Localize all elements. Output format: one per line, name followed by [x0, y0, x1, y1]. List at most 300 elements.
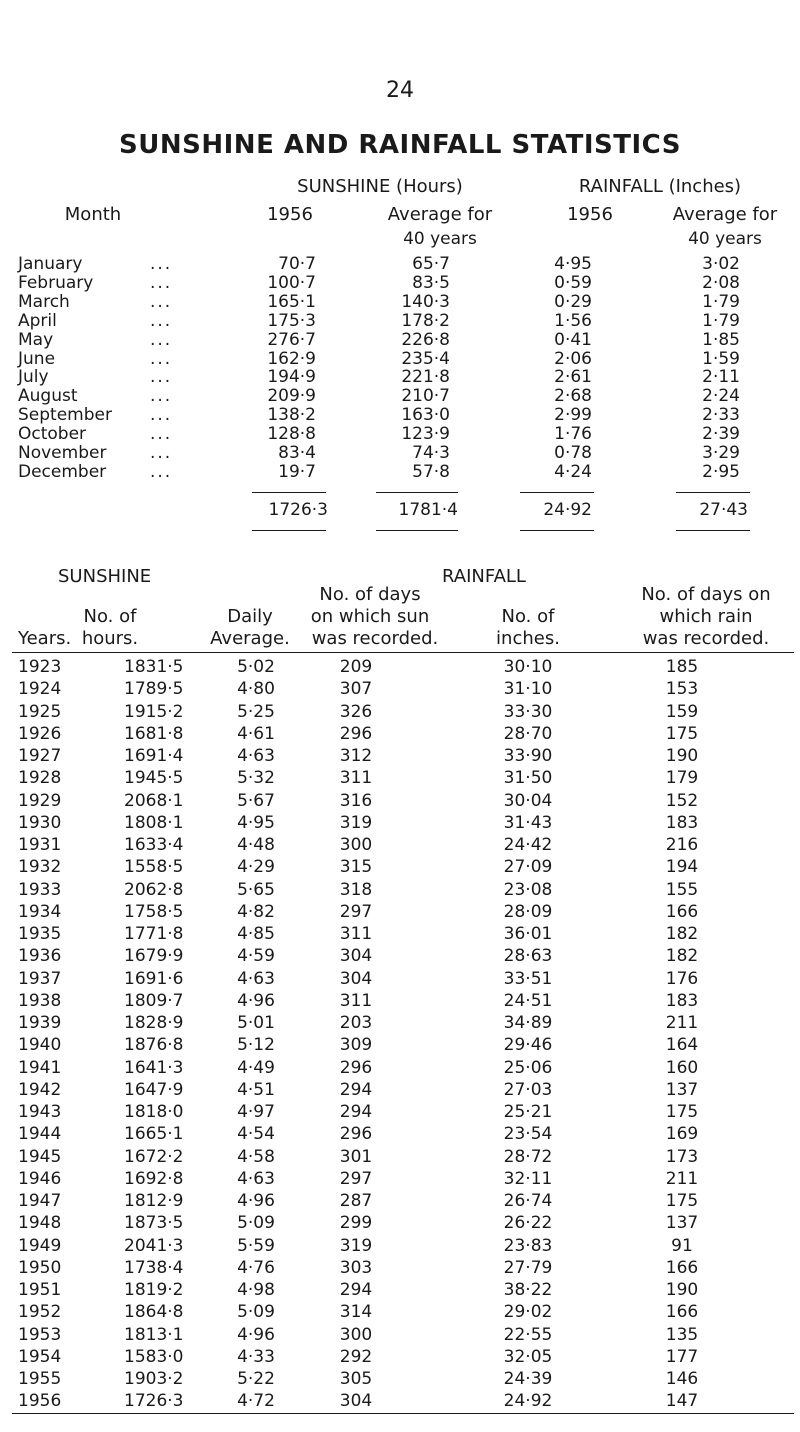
yearly-daily-cell: 4·49 [237, 1057, 275, 1078]
monthly-total-rain-1956: 24·92 [543, 500, 592, 520]
yearly-row [0, 835, 800, 855]
yearly-rain-days-cell: 194 [665, 857, 699, 878]
monthly-month-cell: August [18, 386, 78, 407]
monthly-rain-avg-cell: 1·85 [702, 329, 740, 350]
yearly-inches-cell: 23·83 [503, 1235, 553, 1256]
yearly-daily-cell: 4·59 [237, 946, 275, 967]
yearly-hours-cell: 1813·1 [124, 1324, 184, 1345]
monthly-sun-avg-cell: 140·3 [401, 291, 450, 312]
yearly-days-sun-header-line2: on which sun [310, 606, 430, 627]
yearly-rain-days-cell: 159 [665, 701, 699, 722]
yearly-daily-cell: 4·96 [237, 1324, 275, 1345]
yearly-row [0, 1147, 800, 1167]
yearly-sun-days-cell: 314 [339, 1302, 373, 1323]
yearly-daily-cell: 4·85 [237, 924, 275, 944]
yearly-year-cell: 1945 [18, 1146, 62, 1167]
yearly-sun-days-cell: 287 [339, 1191, 373, 1211]
yearly-row [0, 1347, 800, 1367]
yearly-hours-cell: 1831·5 [124, 657, 184, 677]
yearly-year-cell: 1941 [18, 1057, 62, 1078]
yearly-hours-cell: 1771·8 [124, 924, 184, 944]
monthly-month-cell: July [18, 367, 49, 388]
yearly-daily-header-line2: Average. [210, 628, 290, 649]
monthly-sun-avg-total-rule [376, 492, 458, 493]
yearly-row [0, 1169, 800, 1189]
monthly-row [0, 349, 800, 369]
yearly-sun-days-cell: 296 [339, 1124, 373, 1145]
monthly-leader-dots: ... [150, 291, 173, 312]
yearly-hours-cell: 2068·1 [124, 790, 184, 811]
yearly-inches-cell: 33·51 [503, 968, 553, 989]
yearly-rain-days-cell: 164 [665, 1035, 699, 1056]
monthly-leader-dots: ... [150, 329, 173, 350]
yearly-rain-days-cell: 135 [665, 1324, 699, 1345]
yearly-rain-days-cell: 183 [665, 990, 699, 1011]
yearly-daily-cell: 4·29 [237, 857, 275, 878]
yearly-hours-header-line2: hours. [81, 628, 139, 649]
yearly-hours-cell: 1738·4 [124, 1257, 184, 1278]
yearly-row [0, 1236, 800, 1256]
yearly-rain-days-cell: 176 [665, 968, 699, 989]
yearly-row [0, 1013, 800, 1033]
yearly-daily-cell: 4·96 [237, 990, 275, 1011]
yearly-sun-days-cell: 296 [339, 1057, 373, 1078]
yearly-rain-days-cell: 147 [665, 1391, 699, 1412]
monthly-rain-1956-cell: 0·41 [554, 329, 592, 350]
yearly-inches-cell: 26·74 [503, 1191, 553, 1211]
monthly-month-cell: June [18, 348, 56, 369]
yearly-daily-cell: 5·09 [237, 1213, 275, 1234]
yearly-hours-cell: 1558·5 [124, 857, 184, 878]
monthly-rain-1956-cell: 2·99 [554, 405, 592, 426]
monthly-row [0, 424, 800, 444]
yearly-bottom-rule [12, 1413, 794, 1414]
yearly-sun-days-cell: 292 [339, 1346, 373, 1367]
yearly-daily-cell: 5·22 [237, 1369, 275, 1389]
yearly-days-rain-header-line1: No. of days on [641, 584, 771, 605]
yearly-sunshine-group-header: SUNSHINE [58, 566, 152, 587]
yearly-year-cell: 1931 [18, 835, 62, 855]
yearly-row [0, 880, 800, 900]
yearly-rain-days-cell: 155 [665, 879, 699, 900]
monthly-sun-avg-cell: 65·7 [412, 254, 450, 274]
monthly-row [0, 254, 800, 274]
yearly-row [0, 791, 800, 811]
yearly-daily-cell: 5·59 [237, 1235, 275, 1256]
monthly-month-cell: May [18, 329, 54, 350]
yearly-year-cell: 1939 [18, 1013, 62, 1033]
yearly-hours-cell: 1809·7 [124, 990, 184, 1011]
yearly-rain-days-cell: 211 [665, 1168, 699, 1189]
yearly-sun-days-cell: 300 [339, 1324, 373, 1345]
yearly-rain-days-cell: 211 [665, 1013, 699, 1033]
yearly-year-cell: 1926 [18, 723, 62, 744]
monthly-sun-1956-cell: 165·1 [267, 291, 316, 312]
monthly-month-cell: April [18, 310, 57, 331]
yearly-hours-cell: 1808·1 [124, 812, 184, 833]
yearly-row [0, 1258, 800, 1278]
yearly-sun-days-cell: 294 [339, 1079, 373, 1100]
yearly-sun-days-cell: 294 [339, 1280, 373, 1300]
yearly-daily-cell: 4·63 [237, 746, 275, 766]
yearly-hours-cell: 1665·1 [124, 1124, 184, 1145]
yearly-hours-cell: 1583·0 [124, 1346, 184, 1367]
monthly-rain-1956-cell: 1·56 [554, 310, 592, 331]
yearly-sun-days-cell: 311 [339, 768, 373, 789]
monthly-row [0, 367, 800, 387]
yearly-row [0, 1058, 800, 1078]
yearly-year-cell: 1947 [18, 1191, 62, 1211]
yearly-sun-days-cell: 300 [339, 835, 373, 855]
yearly-rain-days-cell: 152 [665, 790, 699, 811]
yearly-hours-cell: 1691·6 [124, 968, 184, 989]
yearly-inches-cell: 28·09 [503, 901, 553, 922]
yearly-hours-cell: 1726·3 [124, 1391, 184, 1412]
yearly-sun-days-cell: 303 [339, 1257, 373, 1278]
yearly-year-cell: 1954 [18, 1346, 62, 1367]
yearly-rain-days-cell: 153 [665, 679, 699, 700]
yearly-daily-cell: 4·54 [237, 1124, 275, 1145]
monthly-rain-avg-cell: 1·79 [702, 291, 740, 312]
yearly-inches-cell: 30·10 [503, 657, 553, 677]
monthly-rain-1956-cell: 2·06 [554, 348, 592, 369]
monthly-sun-avg-header-line2: 40 years [403, 229, 477, 249]
yearly-year-cell: 1949 [18, 1235, 62, 1256]
monthly-sunshine-group-header: SUNSHINE (Hours) [297, 176, 463, 197]
yearly-row [0, 991, 800, 1011]
yearly-hours-cell: 1647·9 [124, 1079, 184, 1100]
yearly-row [0, 1369, 800, 1389]
monthly-sun-1956-cell: 175·3 [267, 310, 316, 331]
monthly-sun-avg-cell: 235·4 [401, 348, 450, 369]
yearly-inches-cell: 29·02 [503, 1302, 553, 1323]
yearly-days-rain-header-line3: was recorded. [642, 628, 770, 649]
monthly-sun-avg-cell: 74·3 [412, 443, 450, 463]
yearly-year-cell: 1955 [18, 1369, 62, 1389]
monthly-sun-avg-cell: 57·8 [412, 461, 450, 482]
monthly-rain-avg-cell: 1·59 [702, 348, 740, 369]
yearly-hours-cell: 1873·5 [124, 1213, 184, 1234]
yearly-sun-days-cell: 301 [339, 1146, 373, 1167]
monthly-row [0, 462, 800, 482]
yearly-inches-cell: 28·70 [503, 723, 553, 744]
yearly-row [0, 946, 800, 966]
yearly-hours-cell: 1819·2 [124, 1280, 184, 1300]
yearly-sun-days-cell: 319 [339, 812, 373, 833]
yearly-inches-cell: 32·11 [503, 1168, 553, 1189]
yearly-inches-header-line1: No. of [501, 606, 555, 627]
monthly-sun-avg-cell: 221·8 [401, 367, 450, 388]
monthly-rain-1956-cell: 0·78 [554, 443, 592, 463]
yearly-year-cell: 1942 [18, 1079, 62, 1100]
yearly-inches-cell: 23·54 [503, 1124, 553, 1145]
yearly-year-cell: 1932 [18, 857, 62, 878]
yearly-daily-cell: 4·63 [237, 968, 275, 989]
monthly-sun-avg-cell: 163·0 [401, 405, 450, 426]
yearly-rain-days-cell: 182 [665, 946, 699, 967]
yearly-daily-cell: 4·58 [237, 1146, 275, 1167]
monthly-sun-avg-cell: 178·2 [401, 310, 450, 331]
monthly-month-cell: September [18, 405, 112, 426]
monthly-month-header: Month [64, 204, 122, 225]
yearly-daily-cell: 4·61 [237, 723, 275, 744]
yearly-row [0, 657, 800, 677]
yearly-row [0, 1124, 800, 1144]
monthly-row [0, 273, 800, 293]
yearly-sun-days-cell: 296 [339, 723, 373, 744]
yearly-hours-cell: 1864·8 [124, 1302, 184, 1323]
yearly-year-cell: 1943 [18, 1102, 62, 1122]
yearly-sun-days-cell: 316 [339, 790, 373, 811]
yearly-header-rule [12, 652, 794, 653]
yearly-rain-days-cell: 183 [665, 812, 699, 833]
yearly-daily-cell: 4·95 [237, 812, 275, 833]
yearly-days-rain-header-line2: which rain [659, 606, 753, 627]
yearly-rain-days-cell: 173 [665, 1146, 699, 1167]
monthly-total-sun-avg: 1781·4 [398, 500, 458, 520]
monthly-row [0, 405, 800, 425]
monthly-leader-dots: ... [150, 405, 173, 426]
yearly-hours-cell: 1812·9 [124, 1191, 184, 1211]
yearly-rain-days-cell: 137 [665, 1079, 699, 1100]
monthly-rain-avg-bottom-rule [676, 530, 750, 531]
yearly-sun-days-cell: 304 [339, 968, 373, 989]
monthly-row [0, 443, 800, 463]
yearly-rain-days-cell: 185 [665, 657, 699, 677]
monthly-leader-dots: ... [150, 424, 173, 445]
yearly-year-cell: 1953 [18, 1324, 62, 1345]
monthly-row [0, 386, 800, 406]
yearly-year-cell: 1933 [18, 879, 62, 900]
monthly-sun-avg-header-line1: Average for [387, 204, 493, 225]
monthly-month-cell: October [18, 424, 87, 445]
yearly-inches-cell: 28·63 [503, 946, 553, 967]
yearly-inches-cell: 32·05 [503, 1346, 553, 1367]
yearly-sun-days-cell: 319 [339, 1235, 373, 1256]
monthly-rain-1956-total-rule [520, 492, 594, 493]
yearly-hours-cell: 1818·0 [124, 1102, 184, 1122]
yearly-year-cell: 1929 [18, 790, 62, 811]
yearly-inches-cell: 24·39 [503, 1369, 553, 1389]
monthly-sun-1956-cell: 162·9 [267, 348, 316, 369]
monthly-sun-avg-cell: 210·7 [401, 386, 450, 407]
yearly-daily-cell: 4·82 [237, 901, 275, 922]
monthly-rain-1956-cell: 0·29 [554, 291, 592, 312]
yearly-sun-days-cell: 304 [339, 1391, 373, 1412]
yearly-inches-cell: 30·04 [503, 790, 553, 811]
yearly-rain-days-cell: 190 [665, 746, 699, 766]
yearly-hours-header-line1: No. of [83, 606, 137, 627]
yearly-hours-cell: 1672·2 [124, 1146, 184, 1167]
yearly-daily-cell: 4·76 [237, 1257, 275, 1278]
yearly-daily-cell: 4·63 [237, 1168, 275, 1189]
monthly-rain-1956-cell: 4·95 [554, 254, 592, 274]
yearly-row [0, 969, 800, 989]
yearly-year-cell: 1934 [18, 901, 62, 922]
yearly-daily-cell: 5·65 [237, 879, 275, 900]
yearly-sun-days-cell: 203 [339, 1013, 373, 1033]
yearly-row [0, 902, 800, 922]
monthly-month-cell: February [18, 272, 94, 293]
monthly-leader-dots: ... [150, 310, 173, 331]
yearly-rain-days-cell: 179 [665, 768, 699, 789]
monthly-leader-dots: ... [150, 272, 173, 293]
yearly-daily-cell: 5·02 [237, 657, 275, 677]
monthly-rain-1956-header: 1956 [567, 204, 613, 225]
yearly-sun-days-cell: 299 [339, 1213, 373, 1234]
yearly-daily-header-line1: Daily [227, 606, 273, 627]
yearly-daily-cell: 4·80 [237, 679, 275, 700]
yearly-rain-days-cell: 169 [665, 1124, 699, 1145]
monthly-leader-dots: ... [150, 386, 173, 407]
monthly-sun-1956-cell: 100·7 [267, 272, 316, 293]
yearly-sun-days-cell: 309 [339, 1035, 373, 1056]
monthly-leader-dots: ... [150, 443, 173, 463]
yearly-inches-cell: 26·22 [503, 1213, 553, 1234]
yearly-year-cell: 1928 [18, 768, 62, 789]
monthly-month-cell: January [18, 254, 83, 274]
yearly-hours-cell: 1758·5 [124, 901, 184, 922]
yearly-rain-days-cell: 216 [665, 835, 699, 855]
yearly-rain-days-cell: 182 [665, 924, 699, 944]
monthly-rain-avg-cell: 1·79 [702, 310, 740, 331]
monthly-total-rain-avg: 27·43 [699, 500, 748, 520]
monthly-leader-dots: ... [150, 348, 173, 369]
monthly-rain-1956-bottom-rule [520, 530, 594, 531]
monthly-sun-1956-cell: 83·4 [278, 443, 316, 463]
yearly-daily-cell: 5·01 [237, 1013, 275, 1033]
monthly-sun-avg-cell: 123·9 [401, 424, 450, 445]
yearly-sun-days-cell: 304 [339, 946, 373, 967]
yearly-sun-days-cell: 311 [339, 924, 373, 944]
monthly-rain-avg-cell: 3·02 [702, 254, 740, 274]
yearly-inches-cell: 27·03 [503, 1079, 553, 1100]
yearly-inches-cell: 24·92 [503, 1391, 553, 1412]
monthly-row [0, 330, 800, 350]
monthly-row [0, 292, 800, 312]
yearly-hours-cell: 1876·8 [124, 1035, 184, 1056]
yearly-inches-cell: 31·43 [503, 812, 553, 833]
yearly-hours-cell: 1679·9 [124, 946, 184, 967]
monthly-sun-1956-bottom-rule [252, 530, 326, 531]
monthly-sun-1956-cell: 194·9 [267, 367, 316, 388]
yearly-rain-days-cell: 175 [665, 1191, 699, 1211]
yearly-rain-days-cell: 160 [665, 1057, 699, 1078]
yearly-daily-cell: 4·48 [237, 835, 275, 855]
yearly-row [0, 1035, 800, 1055]
yearly-inches-cell: 29·46 [503, 1035, 553, 1056]
monthly-month-cell: November [18, 443, 107, 463]
yearly-daily-cell: 5·32 [237, 768, 275, 789]
yearly-years-header: Years. [18, 628, 72, 649]
yearly-year-cell: 1927 [18, 746, 62, 766]
yearly-row [0, 813, 800, 833]
yearly-daily-cell: 5·12 [237, 1035, 275, 1056]
yearly-hours-cell: 1681·8 [124, 723, 184, 744]
monthly-sun-1956-cell: 70·7 [278, 254, 316, 274]
monthly-rain-avg-header-line1: Average for [672, 204, 778, 225]
yearly-sun-days-cell: 315 [339, 857, 373, 878]
yearly-row [0, 1080, 800, 1100]
monthly-leader-dots: ... [150, 367, 173, 388]
yearly-year-cell: 1924 [18, 679, 62, 700]
yearly-rain-days-cell: 177 [665, 1346, 699, 1367]
yearly-inches-cell: 27·79 [503, 1257, 553, 1278]
yearly-year-cell: 1952 [18, 1302, 62, 1323]
yearly-daily-cell: 4·96 [237, 1191, 275, 1211]
yearly-daily-cell: 4·72 [237, 1391, 275, 1412]
yearly-inches-cell: 28·72 [503, 1146, 553, 1167]
monthly-rain-avg-cell: 2·39 [702, 424, 740, 445]
page-title: SUNSHINE AND RAINFALL STATISTICS [119, 130, 681, 160]
yearly-days-sun-header-line1: No. of days [319, 584, 421, 605]
yearly-row [0, 702, 800, 722]
yearly-hours-cell: 1945·5 [124, 768, 184, 789]
yearly-rain-days-cell: 137 [665, 1213, 699, 1234]
monthly-sun-avg-bottom-rule [376, 530, 458, 531]
yearly-sun-days-cell: 326 [339, 701, 373, 722]
monthly-rain-avg-cell: 2·08 [702, 272, 740, 293]
yearly-daily-cell: 4·33 [237, 1346, 275, 1367]
yearly-sun-days-cell: 307 [339, 679, 373, 700]
yearly-year-cell: 1936 [18, 946, 62, 967]
yearly-year-cell: 1925 [18, 701, 62, 722]
yearly-inches-cell: 31·50 [503, 768, 553, 789]
monthly-month-cell: December [18, 461, 107, 482]
yearly-hours-cell: 1641·3 [124, 1057, 184, 1078]
yearly-sun-days-cell: 297 [339, 901, 373, 922]
yearly-year-cell: 1956 [18, 1391, 62, 1412]
yearly-rain-days-cell: 175 [665, 723, 699, 744]
monthly-sun-1956-cell: 138·2 [267, 405, 316, 426]
monthly-sun-avg-cell: 226·8 [401, 329, 450, 350]
monthly-sun-1956-cell: 19·7 [278, 461, 316, 482]
monthly-rain-avg-header-line2: 40 years [688, 229, 762, 249]
monthly-rain-avg-cell: 2·95 [702, 461, 740, 482]
yearly-row [0, 1302, 800, 1322]
yearly-rain-days-cell: 146 [665, 1369, 699, 1389]
yearly-row [0, 724, 800, 744]
yearly-row [0, 1213, 800, 1233]
monthly-leader-dots: ... [150, 461, 173, 482]
yearly-year-cell: 1948 [18, 1213, 62, 1234]
yearly-inches-cell: 22·55 [503, 1324, 553, 1345]
yearly-row [0, 768, 800, 788]
monthly-leader-dots: ... [150, 254, 173, 274]
yearly-daily-cell: 4·51 [237, 1079, 275, 1100]
yearly-row [0, 1191, 800, 1211]
monthly-rain-1956-cell: 2·68 [554, 386, 592, 407]
yearly-row [0, 1280, 800, 1300]
monthly-rain-avg-total-rule [676, 492, 750, 493]
yearly-year-cell: 1940 [18, 1035, 62, 1056]
yearly-sun-days-cell: 209 [339, 657, 373, 677]
yearly-year-cell: 1938 [18, 990, 62, 1011]
monthly-total-sun-1956: 1726·3 [268, 500, 328, 520]
yearly-inches-cell: 33·30 [503, 701, 553, 722]
yearly-sun-days-cell: 311 [339, 990, 373, 1011]
monthly-sun-1956-cell: 209·9 [267, 386, 316, 407]
yearly-inches-cell: 34·89 [503, 1013, 553, 1033]
yearly-hours-cell: 2041·3 [124, 1235, 184, 1256]
monthly-rain-1956-cell: 4·24 [554, 461, 592, 482]
yearly-row [0, 1102, 800, 1122]
yearly-rain-days-cell: 175 [665, 1102, 699, 1122]
yearly-row [0, 857, 800, 877]
yearly-row [0, 1391, 800, 1411]
monthly-rain-avg-cell: 3·29 [702, 443, 740, 463]
yearly-rain-days-cell: 190 [665, 1280, 699, 1300]
